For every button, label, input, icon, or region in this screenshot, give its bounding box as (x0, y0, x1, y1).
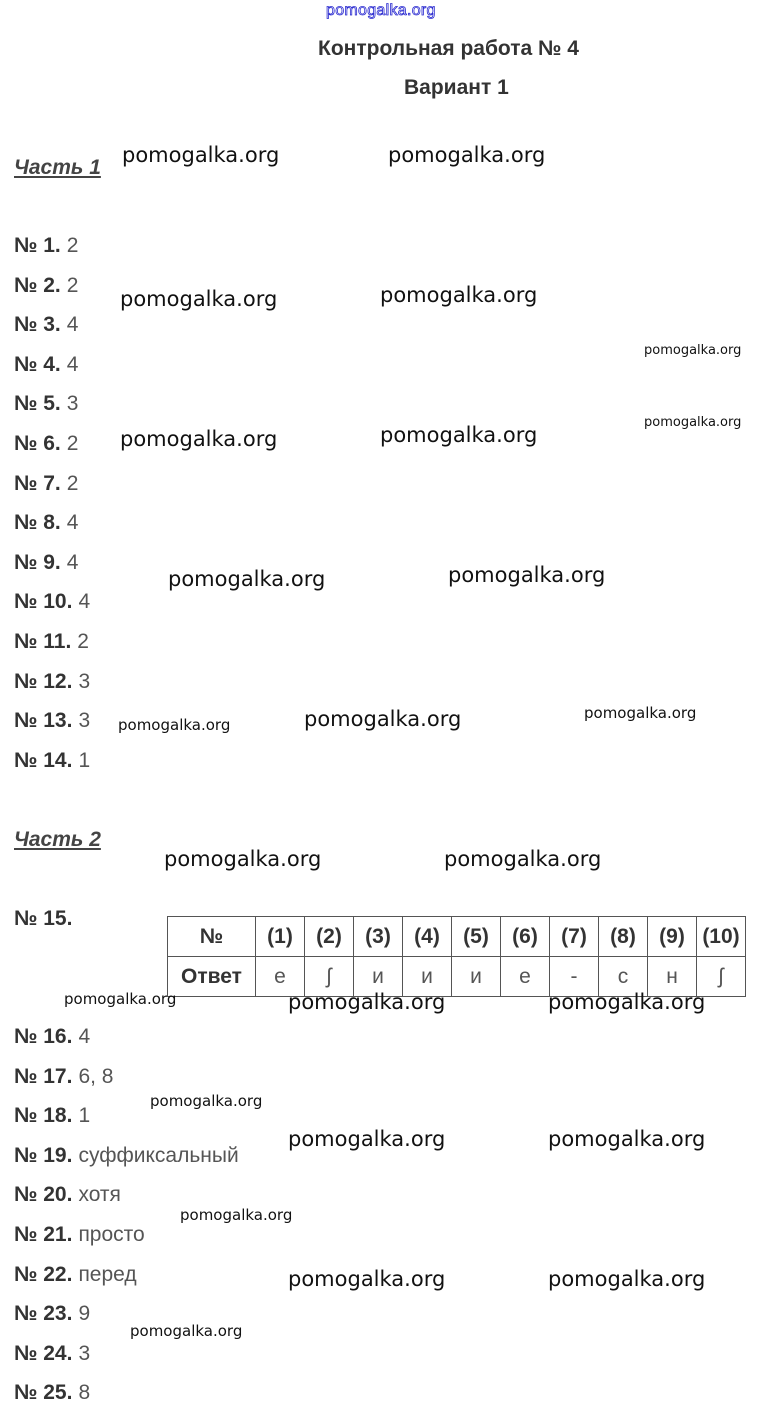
question-number: № 21. (14, 1223, 73, 1246)
watermark: pomogalka.org (304, 707, 462, 731)
answer-row (14, 630, 89, 654)
answer-row (14, 1342, 90, 1366)
question-number: № 15. (14, 907, 73, 930)
answer-value: 4 (66, 313, 79, 337)
question-number: № 13. (14, 709, 73, 733)
answer-row (14, 1183, 121, 1207)
watermark: pomogalka.org (64, 990, 177, 1008)
question-number: № 9. (14, 550, 61, 574)
answer-table-15 (167, 916, 746, 997)
answer-row (14, 1302, 90, 1326)
answer-value: 4 (78, 590, 91, 614)
page-title: Контрольная работа № 4 (318, 37, 579, 60)
answer-value: 6, 8 (78, 1064, 114, 1088)
table-cell: (6) (501, 917, 550, 957)
table-cell: Ответ (168, 957, 256, 997)
answer-row (14, 313, 78, 337)
watermark: pomogalka.org (288, 990, 446, 1014)
question-number: № 8. (14, 511, 61, 535)
answer-row (14, 1104, 90, 1128)
answer-row (14, 1381, 90, 1405)
answer-value: 2 (66, 234, 79, 257)
answer-row (14, 392, 78, 416)
answer-value: 1 (78, 748, 91, 772)
answer-value: 3 (78, 709, 91, 733)
question-number: № 10. (14, 590, 73, 614)
answer-value: 4 (78, 1025, 91, 1048)
table-cell: - (550, 957, 599, 997)
table-cell: (7) (550, 917, 599, 957)
variant-title: Вариант 1 (404, 76, 509, 99)
question-number: № 18. (14, 1104, 73, 1128)
answer-value: 2 (66, 432, 79, 455)
question-number: № 17. (14, 1064, 73, 1088)
question-number: № 5. (14, 392, 61, 416)
table-cell: (8) (599, 917, 648, 957)
answer-row (14, 511, 78, 535)
question-number: № 2. (14, 273, 61, 297)
question-number: № 4. (14, 352, 61, 376)
answer-value: 2 (77, 630, 89, 653)
answer-row-15 (14, 907, 72, 931)
table-cell: № (168, 917, 256, 957)
watermark: pomogalka.org (122, 143, 280, 167)
watermark: pomogalka.org (380, 423, 538, 447)
question-number: № 19. (14, 1143, 73, 1167)
question-number: № 14. (14, 748, 73, 772)
table-header-row (168, 917, 746, 957)
watermark: pomogalka.org (444, 847, 602, 871)
watermark: pomogalka.org (118, 716, 231, 734)
answer-value: 9 (78, 1302, 91, 1326)
watermark: pomogalka.org (584, 704, 697, 722)
answer-row (14, 670, 90, 694)
answer-row (14, 472, 78, 496)
table-cell: и (354, 957, 403, 997)
answer-row (14, 1144, 239, 1168)
answer-row (14, 274, 78, 298)
question-number: № 24. (14, 1341, 73, 1365)
answer-value: 4 (66, 352, 79, 376)
watermark: pomogalka.org (548, 990, 706, 1014)
question-number: № 25. (14, 1381, 73, 1405)
answer-row (14, 1223, 145, 1247)
part1-heading: Часть 1 (14, 156, 101, 179)
answer-value: просто (78, 1223, 145, 1246)
answer-row (14, 551, 78, 575)
answer-row (14, 590, 90, 614)
table-cell: ʃ (697, 957, 746, 997)
answer-value: 3 (78, 1341, 91, 1365)
table-cell: и (452, 957, 501, 997)
table-cell: и (403, 957, 452, 997)
table-cell: ʃ (305, 957, 354, 997)
answer-value: 4 (66, 550, 79, 574)
answer-row (14, 1025, 90, 1049)
question-number: № 1. (14, 234, 61, 257)
watermark: pomogalka.org (388, 143, 546, 167)
watermark: pomogalka.org (164, 847, 322, 871)
question-number: № 22. (14, 1262, 73, 1286)
table-cell: (5) (452, 917, 501, 957)
question-number: № 6. (14, 432, 61, 455)
table-cell: (2) (305, 917, 354, 957)
answer-row (14, 1263, 137, 1287)
watermark: pomogalka.org (644, 343, 742, 358)
watermark: pomogalka.org (150, 1092, 263, 1110)
watermark: pomogalka.org (120, 427, 278, 451)
table-cell: (1) (256, 917, 305, 957)
watermark: pomogalka.org (644, 415, 742, 430)
answer-value: суффиксальный (78, 1143, 239, 1167)
watermark: pomogalka.org (380, 283, 538, 307)
answer-row (14, 1065, 113, 1089)
watermark: pomogalka.org (448, 563, 606, 587)
table-cell: н (648, 957, 697, 997)
header-watermark: pomogalka.org (326, 2, 436, 19)
table-cell: е (256, 957, 305, 997)
answer-value: 2 (66, 273, 79, 297)
question-number: № 12. (14, 669, 73, 693)
answer-row (14, 749, 90, 773)
watermark: pomogalka.org (548, 1267, 706, 1291)
table-cell: (4) (403, 917, 452, 957)
question-number: № 23. (14, 1302, 73, 1326)
answer-value: 2 (66, 471, 79, 495)
answer-value: перед (78, 1262, 137, 1286)
answer-row (14, 709, 90, 733)
watermark: pomogalka.org (130, 1322, 243, 1340)
question-number: № 20. (14, 1183, 73, 1207)
table-cell: (9) (648, 917, 697, 957)
question-number: № 16. (14, 1025, 73, 1048)
question-number: № 7. (14, 471, 61, 495)
answer-value: 3 (66, 392, 79, 416)
answer-value: 8 (78, 1381, 91, 1405)
answer-value: 3 (78, 669, 91, 693)
watermark: pomogalka.org (288, 1267, 446, 1291)
watermark: pomogalka.org (288, 1127, 446, 1151)
watermark: pomogalka.org (180, 1206, 293, 1224)
table-cell: е (501, 957, 550, 997)
question-number: № 11. (14, 630, 72, 653)
answer-row (14, 353, 78, 377)
answer-value: хотя (78, 1183, 121, 1207)
watermark: pomogalka.org (548, 1127, 706, 1151)
answer-value: 4 (66, 511, 79, 535)
table-cell: с (599, 957, 648, 997)
answer-row (14, 432, 78, 456)
question-number: № 3. (14, 313, 61, 337)
answer-row (14, 234, 78, 258)
table-cell: (3) (354, 917, 403, 957)
table-cell: (10) (697, 917, 746, 957)
watermark: pomogalka.org (168, 567, 326, 591)
watermark: pomogalka.org (120, 287, 278, 311)
part2-heading: Часть 2 (14, 828, 101, 851)
answer-value: 1 (78, 1104, 91, 1128)
